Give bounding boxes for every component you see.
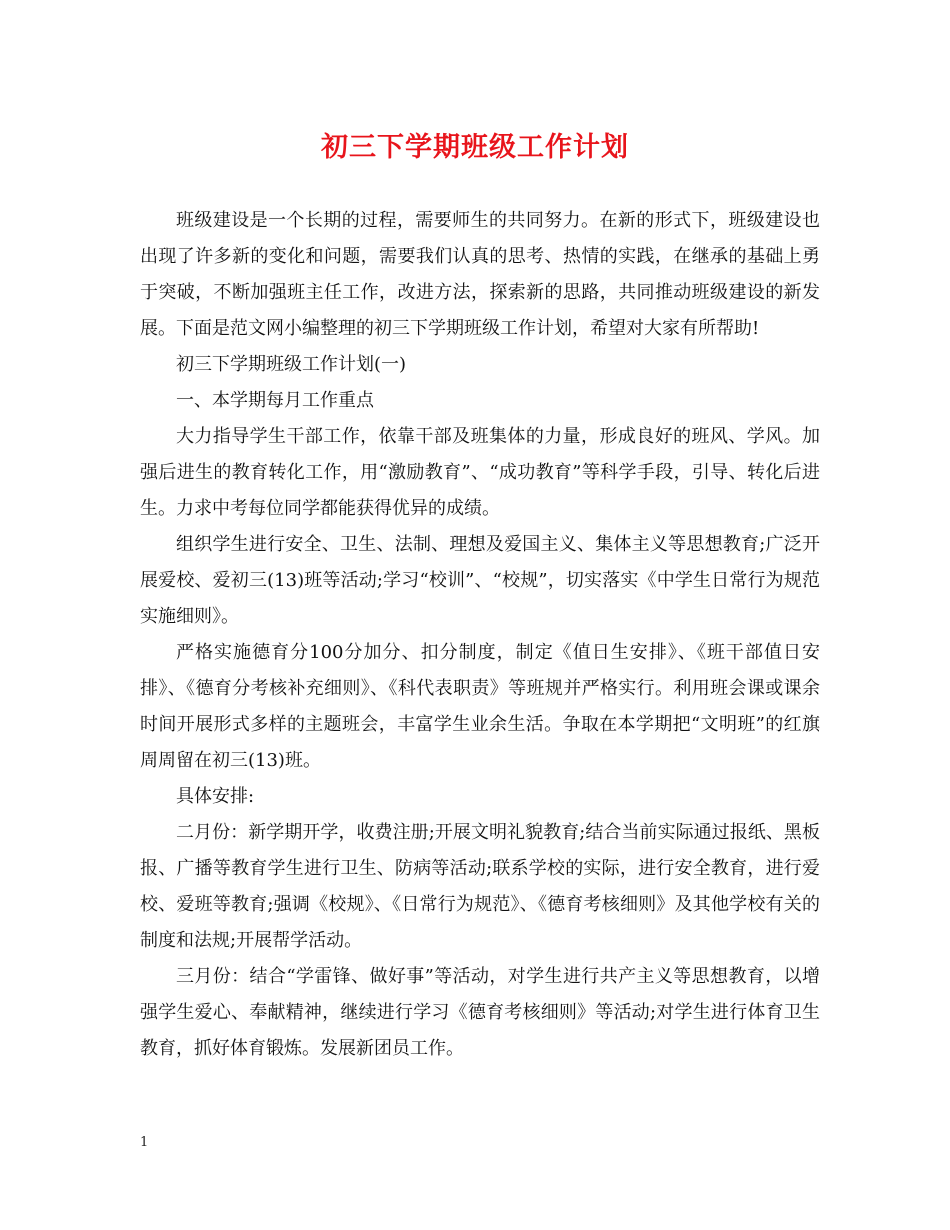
page-number: 1	[140, 1135, 149, 1150]
document-title: 初三下学期班级工作计划	[321, 132, 629, 163]
subsection-heading: 一、本学期每月工作重点	[176, 390, 374, 411]
document-body	[140, 203, 820, 1067]
schedule-heading: 具体安排:	[176, 786, 255, 807]
intro-paragraph: 班级建设是一个长期的过程，需要师生的共同努力。在新的形式下，班级建设也出现了许多新的变化和问题，需要我们认真的思考、热情的实践，在继承的基础上勇于突破，不断加强班主任工作，改进方法，探索新的思路，共同推动班级建设的新发展。下面是范文网小编整理的初三下学期班级工作计划，希望对大家有所帮助!	[140, 210, 820, 339]
body-paragraph: 大力指导学生干部工作，依靠干部及班集体的力量，形成良好的班风、学风。加强后进生的教育转化工作，用“激励教育”、“成功教育”等科学手段，引导、转化后进生。力求中考每位同学都能获得优异的成绩。	[140, 426, 820, 519]
body-paragraph: 严格实施德育分100分加分、扣分制度，制定《值日生安排》、《班干部值日安排》、《德育分考核补充细则》、《科代表职责》等班规并严格实行。利用班会课或课余时间开展形式多样的主题班会，丰富学生业余生活。争取在本学期把“文明班”的红旗周周留在初三(13)班。	[140, 642, 820, 771]
body-paragraph: 组织学生进行安全、卫生、法制、理想及爱国主义、集体主义等思想教育;广泛开展爱校、爱初三(13)班等活动;学习“校训”、“校规”，切实落实《中学生日常行为规范实施细则》。	[140, 534, 820, 627]
section-heading: 初三下学期班级工作计划(一)	[176, 354, 407, 375]
schedule-february: 二月份：新学期开学，收费注册;开展文明礼貌教育;结合当前实际通过报纸、黑板报、广播等教育学生进行卫生、防病等活动;联系学校的实际，进行安全教育，进行爱校、爱班等教育;强调《校规》、《日常行为规范》、《德育考核细则》及其他学校有关的制度和法规;开展帮学活动。	[140, 822, 820, 951]
schedule-march: 三月份：结合“学雷锋、做好事”等活动，对学生进行共产主义等思想教育，以增强学生爱心、奉献精神，继续进行学习《德育考核细则》等活动;对学生进行体育卫生教育，抓好体育锻炼。发展新团员工作。	[140, 966, 820, 1059]
